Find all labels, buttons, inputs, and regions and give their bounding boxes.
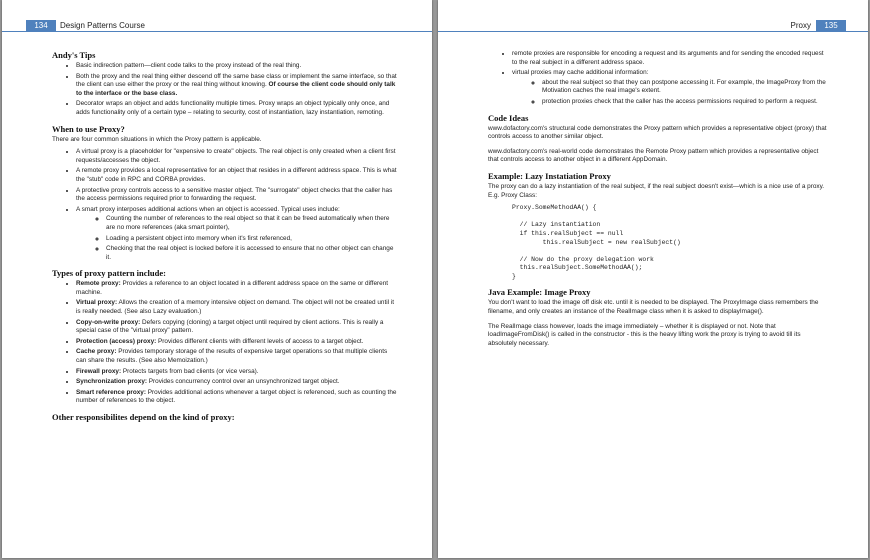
list-item: • A virtual proxy is a placeholder for "expensive to create" objects. The real object is only created when a client first requests/accesses the object.: [76, 148, 398, 165]
list-item: ◦ Counting the number of references to the real object so that it can be freed automatically when there are no more references (aka smart pointer),: [106, 215, 398, 232]
list-item: • Smart reference proxy: Provides additional actions whenever a target object is referenced, such as counting the number of references to the object.: [76, 389, 398, 406]
list-item: ◦ about the real subject so that they can postpone accessing it. For example, the ImageProxy from the Motivation caches the real image's extent.: [542, 79, 828, 96]
page-content: [52, 50, 398, 424]
section-heading-other: Other responsibilites depend on the kind of proxy:: [52, 412, 235, 422]
right-page: [438, 0, 868, 558]
page-number: 134: [26, 20, 56, 31]
paragraph: www.dofactory.com's structural code demonstrates the Proxy pattern which provides a representative object (proxy) that controls access to another similar object.: [488, 124, 827, 141]
section-heading-lazy: Example: Lazy Instatiation Proxy: [488, 170, 611, 181]
continued-list: [488, 50, 828, 107]
paragraph: The RealImage class however, loads the image immediately – whether it is displayed or not. Note that loadImageFromDisk() is called in the constructor - this is the heavy lifting work the proxy is trying to avoid till its absolutely necessary.: [488, 322, 801, 347]
types-list: [52, 280, 398, 406]
left-page: [2, 0, 432, 558]
list-item: • Remote proxy: Provides a reference to an object located in a different address space on the same or different machine.: [76, 280, 398, 297]
list-item: ◦ Loading a persistent object into memory when it's first referenced,: [106, 235, 398, 244]
page-header: [438, 20, 868, 32]
paragraph: www.dofactory.com's real-world code demonstrates the Remote Proxy pattern which provides a representative object that controls access to another object in a different AppDomain.: [488, 147, 819, 164]
list-item: • Decorator wraps an object and adds functionality multiple times. Proxy wraps an object typically only once, and adds functionality only of a certain type – relating to security, cost of instantiation, lazy instantiation, remoting.: [76, 100, 398, 117]
list-item: ◦ protection proxies check that the caller has the access permissions required to perform a request.: [542, 98, 828, 107]
list-item: • Copy-on-write proxy: Defers copying (cloning) a target object until required by client actions. This is really a special case of the "virtual proxy" pattern.: [76, 319, 398, 336]
paragraph: There are four common situations in which the Proxy pattern is applicable.: [52, 135, 262, 143]
list-item: • Cache proxy: Provides temporary storage of the results of expensive target operations so that multiple clients can share the results. (See also Memoization.): [76, 348, 398, 365]
section-heading-code-ideas: Code Ideas: [488, 112, 529, 123]
list-item: • A smart proxy interposes additional actions when an object is accessed. Typical uses include: ◦ Counting the number of references to the real object so that it can be freed automatically when there are no more references (aka smart pointer), ◦ Loading a persistent object into memory when it's first referenced, ◦ Checking that the real object is locked before it is accessed to ensure that no other object can change it.: [76, 206, 398, 263]
section-heading-when: When to use Proxy?: [52, 123, 125, 134]
list-item: • Basic indirection pattern—client code talks to the proxy instead of the real thing.: [76, 62, 398, 71]
header-title: Proxy: [790, 21, 811, 30]
page-content: [488, 50, 828, 352]
tips-list: [52, 62, 398, 118]
list-item: • Both the proxy and the real thing either descend off the same base class or implement the same interface, so that the client can use either the proxy or the real thing without knowing. Of course the client code should only talk to the interface or the base class.: [76, 73, 398, 99]
section-heading-tips: Andy's Tips: [52, 50, 96, 60]
list-item: • Synchronization proxy: Provides concurrency control over an unsynchronized target object.: [76, 378, 398, 387]
list-item: • remote proxies are responsible for encoding a request and its arguments and for sending the encoded request to the real subject in a different address space.: [512, 50, 828, 67]
list-item: • A remote proxy provides a local representative for an object that resides in a different address space. This is what the "stub" code in RPC and CORBA provides.: [76, 167, 398, 184]
header-title: Design Patterns Course: [60, 21, 145, 30]
when-list: [52, 148, 398, 262]
sub-list: [512, 79, 828, 107]
page-header: [2, 20, 432, 32]
page-number: 135: [816, 20, 846, 31]
section-heading-types: Types of proxy pattern include:: [52, 268, 166, 279]
paragraph: You don't want to load the image off disk etc. until it is needed to be displayed. The ProxyImage class remembers the filename, and only creates an instance of the RealImage class when it is asked to displayImage().: [488, 299, 819, 316]
list-item: • A protective proxy controls access to a sensitive master object. The "surrogate" object checks that the caller has the access permissions required prior to forwarding the request.: [76, 187, 398, 204]
list-item: • Virtual proxy: Allows the creation of a memory intensive object on demand. The object will not be created until it is really needed. (See also Lazy evaluation.): [76, 299, 398, 316]
list-item: • Protection (access) proxy: Provides different clients with different levels of access to a target object.: [76, 338, 398, 347]
list-item: • Firewall proxy: Protects targets from bad clients (or vice versa).: [76, 368, 398, 377]
code-block: Proxy.SomeMethodAA() { // Lazy instantiation if this.realSubject == null this.realSubject = new realSubject() // Now do the proxy delegation work this.realSubject.SomeMethodAA(); }: [512, 204, 681, 280]
paragraph: The proxy can do a lazy instantiation of the real subject, if the real subject doesn't exist—which is a nice use of a proxy. E.g. Proxy Class:: [488, 182, 825, 199]
sub-list: [76, 215, 398, 262]
list-item: • virtual proxies may cache additional information: ◦ about the real subject so that they can postpone accessing it. For example, the ImageProxy from the Motivation caches the real image's extent. ◦ protection proxies check that the caller has the access permissions required to perform a request.: [512, 69, 828, 106]
list-item: ◦ Checking that the real object is locked before it is accessed to ensure that no other object can change it.: [106, 245, 398, 262]
section-heading-java: Java Example: Image Proxy: [488, 287, 591, 298]
